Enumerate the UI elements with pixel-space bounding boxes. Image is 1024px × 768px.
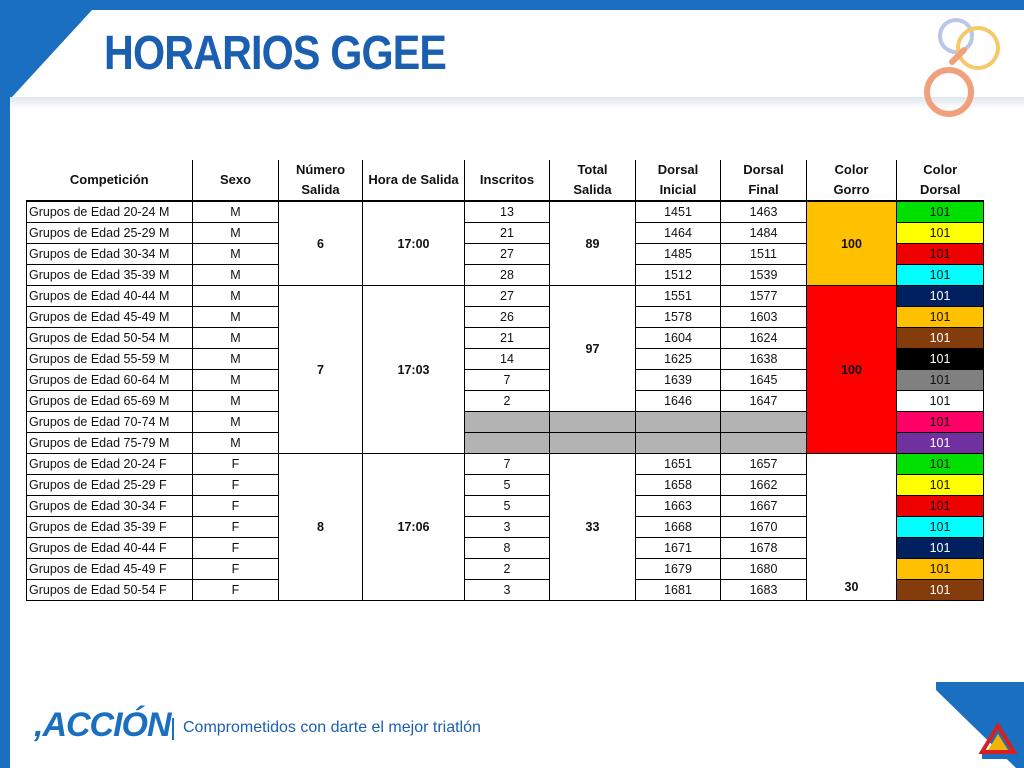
cell-dorsal-final: 1647: [721, 391, 807, 412]
cell-dorsal-inicial: 1625: [636, 349, 721, 370]
cell-competicion: Grupos de Edad 75-79 M: [27, 433, 193, 454]
cell-color-dorsal: 101: [897, 349, 984, 370]
slogan-divider: [172, 718, 174, 740]
cell-competicion: Grupos de Edad 65-69 M: [27, 391, 193, 412]
cell-dorsal-final: 1577: [721, 286, 807, 307]
header-numero-salida: Número Salida: [279, 160, 363, 201]
cell-competicion: Grupos de Edad 20-24 M: [27, 201, 193, 223]
cell-dorsal-inicial: 1512: [636, 265, 721, 286]
cell-color-dorsal: 101: [897, 433, 984, 454]
cell-dorsal-inicial: 1658: [636, 475, 721, 496]
cell-total-salida-empty: [550, 433, 636, 454]
cell-inscritos: 8: [465, 538, 550, 559]
cell-color-dorsal: 101: [897, 370, 984, 391]
cell-dorsal-final: 1680: [721, 559, 807, 580]
cell-total-salida: 97: [550, 286, 636, 412]
cell-dorsal-final: 1662: [721, 475, 807, 496]
header-color-dorsal: Color Dorsal: [920, 162, 961, 197]
header-hora-salida: Hora de Salida: [363, 160, 465, 201]
cell-competicion: Grupos de Edad 25-29 M: [27, 223, 193, 244]
cell-dorsal-final: 1511: [721, 244, 807, 265]
cell-color-dorsal: 101: [897, 307, 984, 328]
table-header-row: [27, 160, 984, 201]
cell-dorsal-final: 1670: [721, 517, 807, 538]
cell-inscritos: 28: [465, 265, 550, 286]
cell-inscritos: 27: [465, 244, 550, 265]
cell-dorsal-inicial: 1663: [636, 496, 721, 517]
cell-total-salida: 89: [550, 201, 636, 286]
cell-total-salida: 33: [550, 454, 636, 601]
cell-competicion: Grupos de Edad 40-44 M: [27, 286, 193, 307]
brand-logo: ,ACCIÓN: [34, 706, 171, 744]
cell-sexo: F: [193, 517, 279, 538]
cell-dorsal-inicial: 1451: [636, 201, 721, 223]
cell-dorsal-inicial: 1646: [636, 391, 721, 412]
cell-color-gorro: 30: [807, 454, 897, 601]
cell-color-gorro: 100: [807, 201, 897, 286]
cell-sexo: F: [193, 454, 279, 475]
table-row: [27, 286, 984, 307]
cell-color-dorsal: 101: [897, 559, 984, 580]
cell-sexo: M: [193, 370, 279, 391]
cell-competicion: Grupos de Edad 30-34 M: [27, 244, 193, 265]
cell-color-dorsal: 101: [897, 244, 984, 265]
header-color-gorro: Color Gorro: [807, 160, 897, 201]
cell-color-gorro: 100: [807, 286, 897, 454]
cell-sexo: M: [193, 244, 279, 265]
cell-sexo: M: [193, 412, 279, 433]
cell-competicion: Grupos de Edad 40-44 F: [27, 538, 193, 559]
slogan: Comprometidos con darte el mejor triatlón: [183, 719, 481, 736]
cell-color-dorsal: 101: [897, 496, 984, 517]
cell-color-dorsal: 101: [897, 580, 984, 601]
cell-sexo: M: [193, 433, 279, 454]
cell-dorsal-final: [721, 412, 807, 433]
table-row: [27, 454, 984, 475]
cell-competicion: Grupos de Edad 35-39 M: [27, 265, 193, 286]
cell-sexo: F: [193, 559, 279, 580]
cell-numero-salida: 7: [279, 286, 363, 454]
cell-sexo: F: [193, 475, 279, 496]
header-competicion: Competición: [27, 160, 193, 201]
cell-color-dorsal: 101: [897, 517, 984, 538]
frame-top-bar: [0, 0, 1024, 10]
triathlon-logo-icon: [978, 722, 1018, 762]
cell-color-dorsal: 101: [897, 412, 984, 433]
cell-color-dorsal: 101: [897, 475, 984, 496]
cell-dorsal-final: 1667: [721, 496, 807, 517]
cell-competicion: Grupos de Edad 35-39 F: [27, 517, 193, 538]
cell-competicion: Grupos de Edad 45-49 F: [27, 559, 193, 580]
cell-competicion: Grupos de Edad 55-59 M: [27, 349, 193, 370]
cell-dorsal-inicial: 1679: [636, 559, 721, 580]
cell-dorsal-inicial: 1551: [636, 286, 721, 307]
schedule-table: [26, 160, 984, 601]
cell-inscritos: 3: [465, 580, 550, 601]
cell-competicion: Grupos de Edad 30-34 F: [27, 496, 193, 517]
cell-dorsal-final: [721, 433, 807, 454]
cell-inscritos: 7: [465, 454, 550, 475]
cell-dorsal-final: 1603: [721, 307, 807, 328]
cell-sexo: F: [193, 496, 279, 517]
header-inscritos: Inscritos: [465, 160, 550, 201]
cell-dorsal-inicial: 1651: [636, 454, 721, 475]
header-dorsal-inicial: Dorsal Inicial: [636, 160, 721, 201]
cell-inscritos: 5: [465, 496, 550, 517]
header-dorsal-final: Dorsal Final: [721, 160, 807, 201]
cell-inscritos: 5: [465, 475, 550, 496]
cell-sexo: M: [193, 201, 279, 223]
cell-competicion: Grupos de Edad 25-29 F: [27, 475, 193, 496]
cell-sexo: M: [193, 328, 279, 349]
cell-sexo: M: [193, 265, 279, 286]
cell-inscritos: 3: [465, 517, 550, 538]
cell-competicion: Grupos de Edad 20-24 F: [27, 454, 193, 475]
cell-inscritos: 26: [465, 307, 550, 328]
cell-dorsal-inicial: 1639: [636, 370, 721, 391]
cell-inscritos: 2: [465, 391, 550, 412]
cell-numero-salida: 6: [279, 201, 363, 286]
cell-inscritos: 27: [465, 286, 550, 307]
cell-hora-salida: 17:00: [363, 201, 465, 286]
cell-color-dorsal: 101: [897, 454, 984, 475]
cell-dorsal-inicial: 1604: [636, 328, 721, 349]
cell-inscritos: 14: [465, 349, 550, 370]
cell-numero-salida: 8: [279, 454, 363, 601]
cell-sexo: M: [193, 391, 279, 412]
table-row: [27, 201, 984, 223]
cell-dorsal-final: 1484: [721, 223, 807, 244]
cell-sexo: M: [193, 307, 279, 328]
cell-hora-salida: 17:03: [363, 286, 465, 454]
cell-hora-salida: 17:06: [363, 454, 465, 601]
cell-inscritos: 2: [465, 559, 550, 580]
cell-inscritos: 21: [465, 328, 550, 349]
cell-color-dorsal: 101: [897, 265, 984, 286]
header-sexo: Sexo: [193, 160, 279, 201]
cell-color-dorsal: 101: [897, 538, 984, 559]
header-total-salida: Total Salida: [550, 160, 636, 201]
cell-sexo: M: [193, 349, 279, 370]
cell-dorsal-final: 1657: [721, 454, 807, 475]
cell-color-dorsal: 101: [897, 328, 984, 349]
cell-color-dorsal: 101: [897, 286, 984, 307]
cell-dorsal-final: 1645: [721, 370, 807, 391]
rings-logo-icon: [918, 14, 1014, 124]
cell-color-dorsal: 101: [897, 223, 984, 244]
cell-total-salida-empty: [550, 412, 636, 433]
cell-inscritos: 21: [465, 223, 550, 244]
cell-color-dorsal: 101: [897, 391, 984, 412]
cell-dorsal-final: 1539: [721, 265, 807, 286]
cell-dorsal-final: 1683: [721, 580, 807, 601]
cell-dorsal-inicial: 1668: [636, 517, 721, 538]
cell-inscritos: [465, 412, 550, 433]
cell-dorsal-inicial: [636, 433, 721, 454]
cell-competicion: Grupos de Edad 70-74 M: [27, 412, 193, 433]
page-title: HORARIOS GGEE: [104, 27, 447, 80]
cell-sexo: M: [193, 286, 279, 307]
cell-competicion: Grupos de Edad 50-54 F: [27, 580, 193, 601]
cell-sexo: F: [193, 538, 279, 559]
cell-inscritos: 7: [465, 370, 550, 391]
cell-dorsal-inicial: 1464: [636, 223, 721, 244]
cell-competicion: Grupos de Edad 60-64 M: [27, 370, 193, 391]
cell-dorsal-final: 1678: [721, 538, 807, 559]
cell-dorsal-inicial: 1671: [636, 538, 721, 559]
cell-inscritos: [465, 433, 550, 454]
cell-sexo: M: [193, 223, 279, 244]
cell-dorsal-inicial: 1485: [636, 244, 721, 265]
cell-competicion: Grupos de Edad 45-49 M: [27, 307, 193, 328]
cell-dorsal-inicial: [636, 412, 721, 433]
cell-competicion: Grupos de Edad 50-54 M: [27, 328, 193, 349]
cell-dorsal-final: 1638: [721, 349, 807, 370]
cell-dorsal-final: 1463: [721, 201, 807, 223]
cell-inscritos: 13: [465, 201, 550, 223]
cell-dorsal-inicial: 1681: [636, 580, 721, 601]
cell-sexo: F: [193, 580, 279, 601]
cell-color-dorsal: 101: [897, 201, 984, 223]
cell-dorsal-final: 1624: [721, 328, 807, 349]
cell-dorsal-inicial: 1578: [636, 307, 721, 328]
